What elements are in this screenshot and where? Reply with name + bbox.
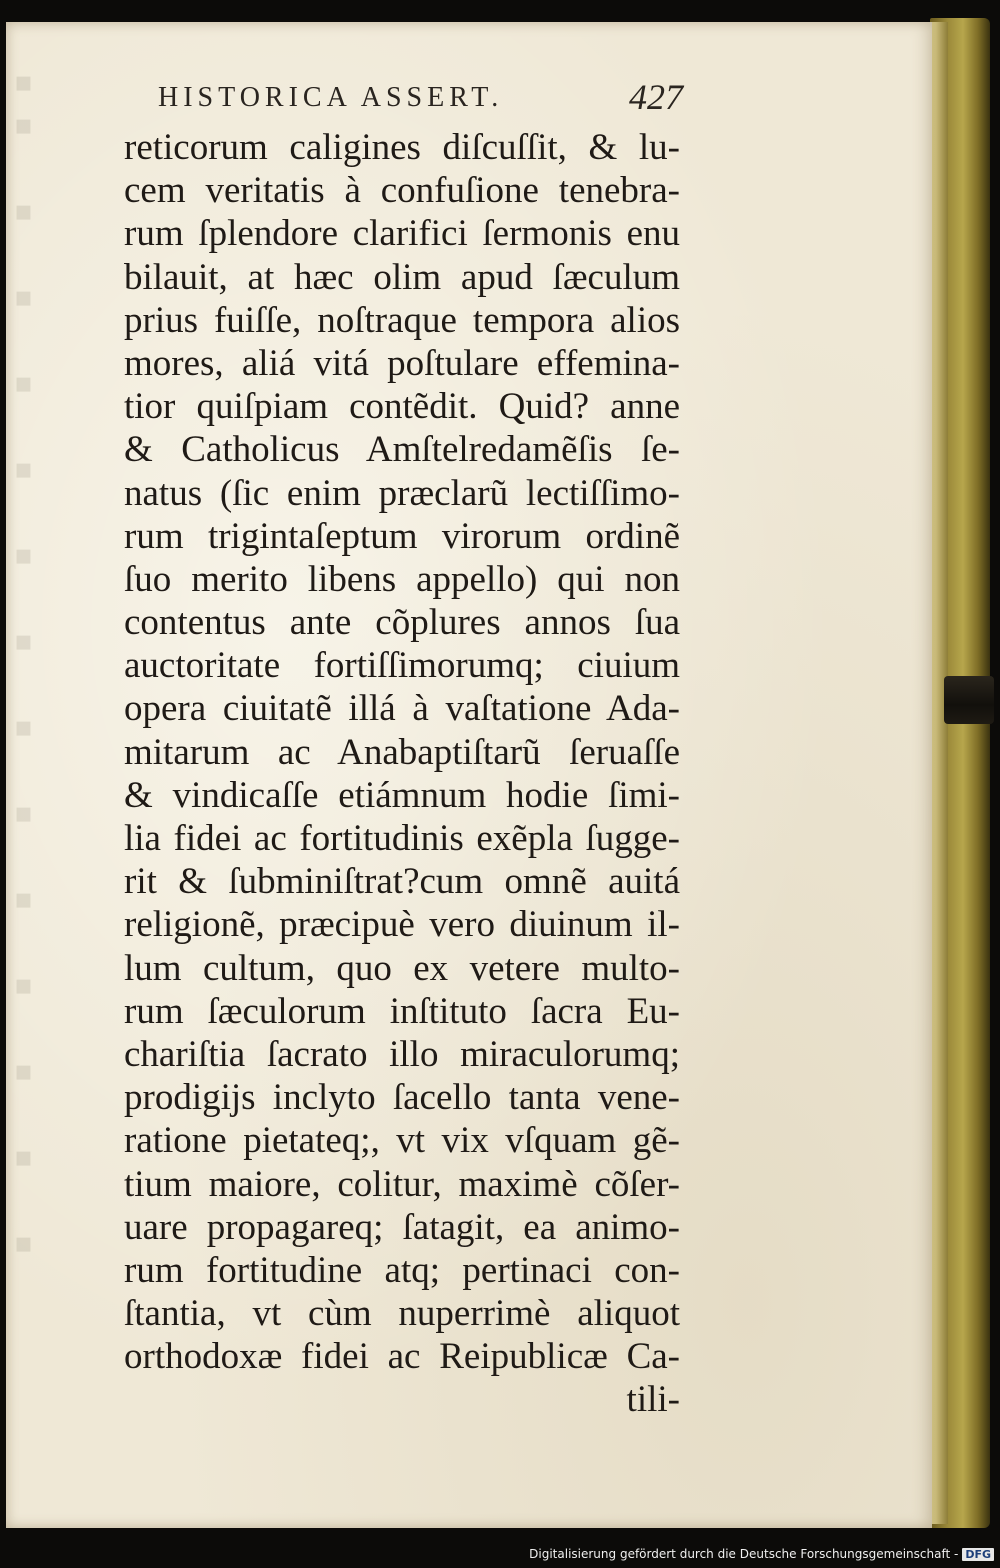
show-through-bleed: ▪ ▪ ▪ ▪ ▪ ▪ ▪ ▪ ▪ ▪ ▪ ▪ ▪ ▪ ▪: [14, 65, 33, 1259]
text-line: natus (ſic enim præclarũ lectiſſimo-: [124, 472, 680, 514]
text-line: prius fuiſſe, noſtraque tempora alios: [124, 299, 680, 341]
text-line: reticorum caligines diſcuſſit, & lu-: [124, 127, 680, 168]
text-line: rum ſplendore clarifici ſermonis enu: [124, 213, 680, 255]
text-line: tili-: [626, 1379, 680, 1421]
text-line: contentus ante cõplures annos ſua: [124, 602, 680, 644]
text-line: tior quiſpiam contẽdit. Quid? anne: [124, 386, 680, 428]
text-line: ſtantia, vt cùm nuperrimè aliquot: [124, 1293, 680, 1335]
text-line: mitarum ac Anabaptiſtarũ ſeruaſſe: [124, 731, 680, 773]
text-line: rum trigintaſeptum virorum ordinẽ: [124, 515, 680, 557]
text-line: prodigijs inclyto ſacello tanta vene-: [124, 1077, 680, 1119]
text-line: ratione pietateq;, vt vix vſquam gẽ-: [124, 1120, 680, 1162]
text-line: uare propagareq; ſatagit, ea animo-: [124, 1206, 680, 1248]
text-line: mores, aliá vitá poſtulare effemina-: [124, 342, 680, 384]
book-clasp: [944, 676, 994, 724]
text-line: orthodoxæ fidei ac Reipublicæ Ca-: [124, 1336, 680, 1378]
text-line: lia fidei ac fortitudinis exẽpla ſugge-: [124, 818, 680, 859]
text-line: rum ſæculorum inſtituto ſacra Eu-: [124, 990, 680, 1032]
text-line: cem veritatis à confuſione tenebra-: [124, 170, 680, 212]
text-line: bilauit, at hæc olim apud ſæculum: [124, 256, 680, 298]
text-line: rum fortitudine atq; pertinaci con-: [124, 1249, 680, 1291]
text-line: ſuo merito libens appello) qui non: [124, 558, 680, 600]
text-line: religionẽ, præcipuè vero diuinum il-: [124, 904, 680, 946]
body-text: [124, 126, 680, 1422]
text-line: & vindicaſſe etiámnum hodie ſimi-: [124, 774, 680, 816]
page-number: 427: [629, 77, 683, 117]
dfg-logo: DFG: [962, 1548, 994, 1561]
text-line: auctoritate fortiſſimorumq; ciuium: [124, 645, 680, 687]
running-head: [158, 77, 683, 120]
text-line: chariſtia ſacrato illo miraculorumq;: [124, 1033, 680, 1075]
text-line: lum cultum, quo ex vetere multo-: [124, 947, 680, 989]
running-head-title: HISTORICA ASSERT.: [158, 82, 504, 113]
text-line: rit & ſubminiſtrat?cum omnẽ auitá: [124, 861, 680, 903]
text-line: & Catholicus Amſtelredamẽſis ſe-: [124, 429, 680, 471]
credit-text: Digitalisierung gefördert durch die Deutsche Forschungsgemeinschaft -: [529, 1547, 959, 1561]
digitization-credit: [529, 1544, 994, 1564]
text-line: tium maiore, colitur, maximè cõſer-: [124, 1163, 680, 1205]
text-line: opera ciuitatẽ illá à vaſtatione Ada-: [124, 688, 680, 730]
